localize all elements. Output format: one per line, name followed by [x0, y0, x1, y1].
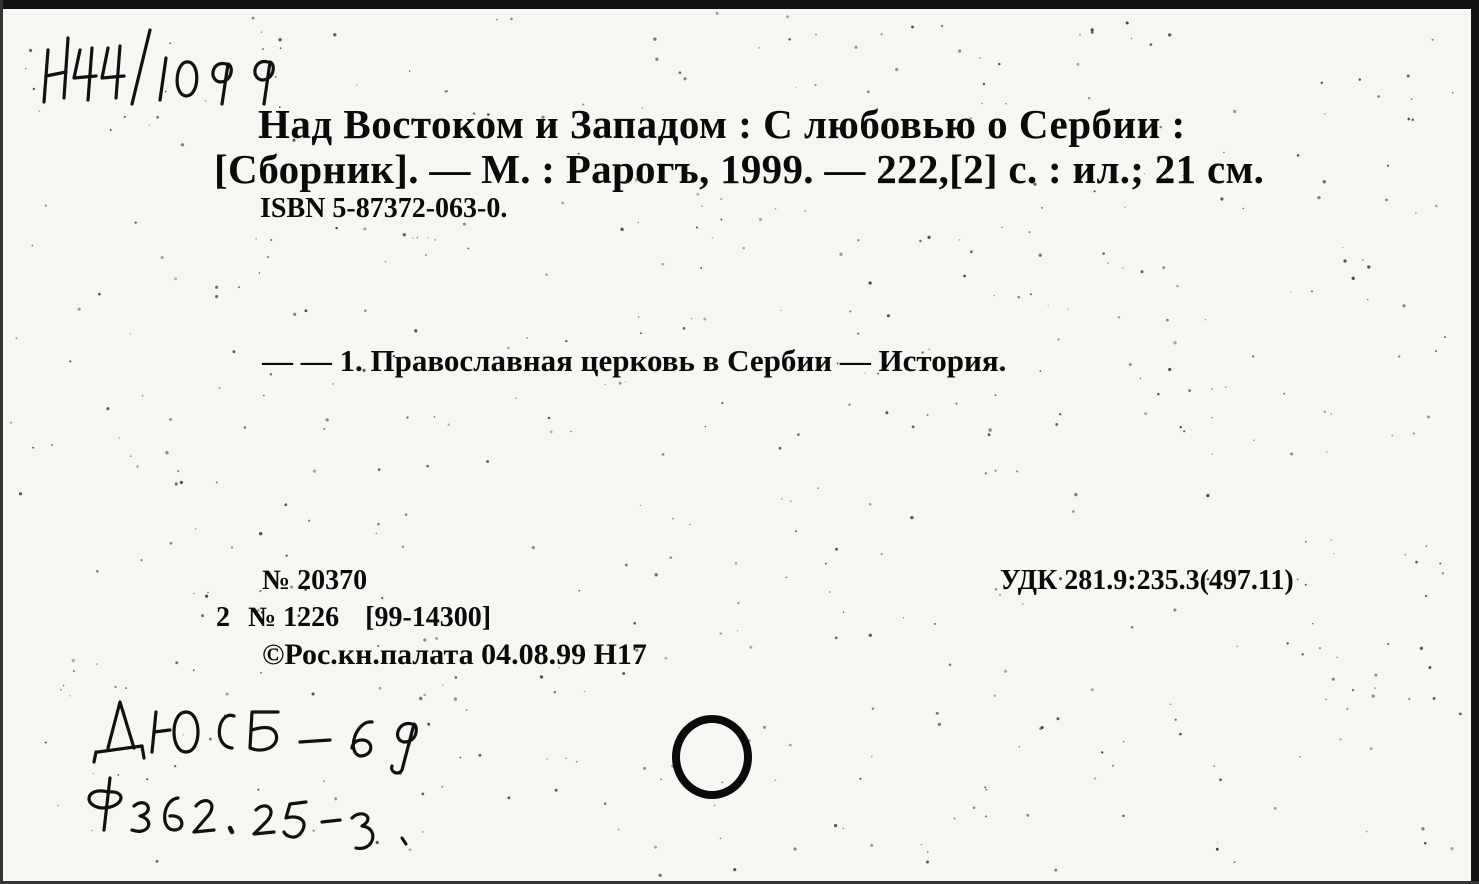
registration-number: № 1226 [248, 602, 340, 633]
hole-punch-circle [672, 715, 752, 799]
title-line-1: Над Востоком и Западом : С любовью о Сербии : [258, 101, 1186, 147]
card-number: № 20370 [262, 565, 368, 596]
subject-heading: — — 1. Православная церковь в Сербии — История. [262, 343, 1007, 378]
title-line-2: [Сборник]. — М. : Рарогъ, 1999. — 222,[2] с. : ил.; 21 см. [214, 146, 1265, 192]
copies-count: 2 [216, 602, 230, 633]
udk-classification: УДК 281.9:235.3(497.11) [1000, 565, 1294, 596]
isbn: ISBN 5-87372-063-0. [260, 193, 508, 224]
registration-code: [99-14300] [365, 602, 492, 633]
handwritten-shelfmark-bottom-1 [94, 702, 416, 773]
handwritten-shelfmark-top [44, 30, 273, 104]
handwritten-shelfmark-bottom-2 [89, 778, 406, 848]
copyright-line: ©Рос.кн.палата 04.08.99 Н17 [262, 638, 647, 671]
